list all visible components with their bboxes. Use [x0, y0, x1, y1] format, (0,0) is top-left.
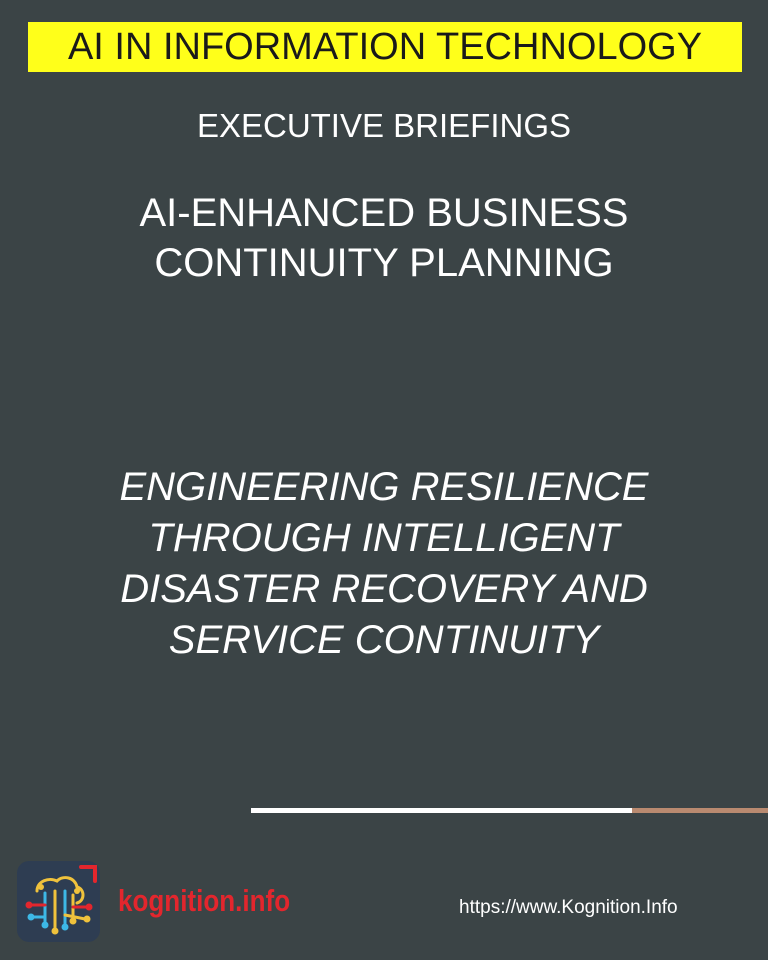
section-label: EXECUTIVE BRIEFINGS — [196, 107, 572, 144]
briefing-title — [40, 188, 728, 288]
subtitle-line: ENGINEERING RESILIENCE — [119, 465, 649, 509]
header-title: AI IN INFORMATION TECHNOLOGY — [67, 26, 703, 68]
briefing-title-line: AI-ENHANCED BUSINESS — [139, 191, 629, 235]
subtitle-line: DISASTER RECOVERY AND — [120, 567, 648, 611]
header-banner — [28, 22, 742, 72]
website-url[interactable]: https://www.Kognition.Info — [459, 897, 678, 918]
divider-line — [251, 808, 632, 813]
briefing-subtitle — [40, 462, 728, 666]
briefing-title-line: CONTINUITY PLANNING — [154, 241, 614, 285]
subtitle-line: SERVICE CONTINUITY — [168, 618, 600, 662]
brand-name: kognition.info — [118, 883, 291, 918]
subtitle-line: THROUGH INTELLIGENT — [148, 516, 620, 560]
circuit-brain-icon — [17, 861, 100, 942]
divider-accent-line — [632, 808, 768, 813]
